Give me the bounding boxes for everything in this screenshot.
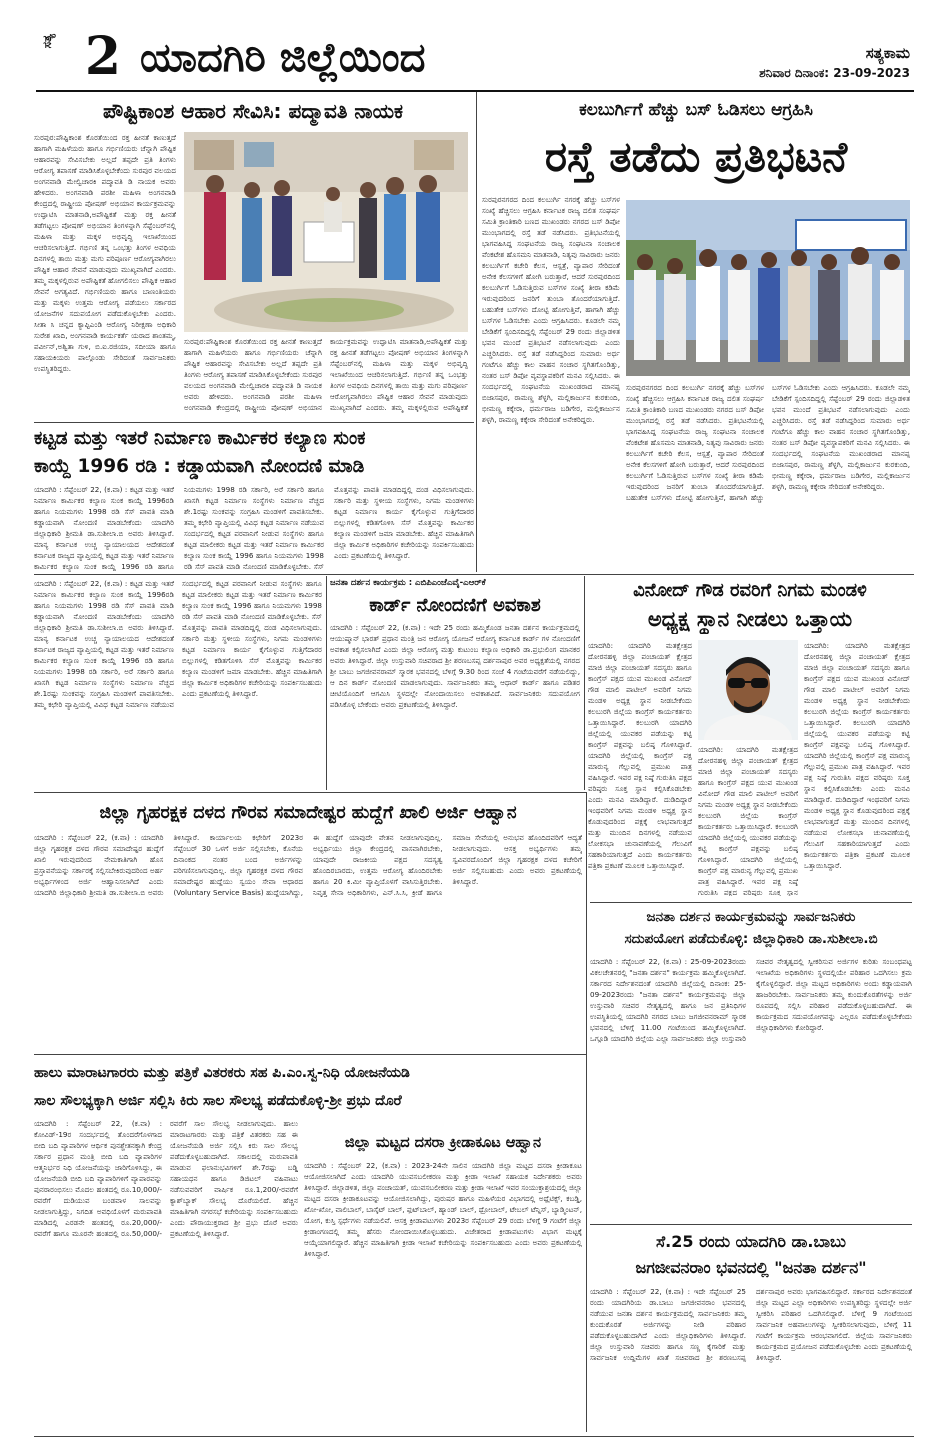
janata-card-kicker: ಜನತಾ ದರ್ಶನ ಕಾರ್ಯಕ್ರಮ : ಎಬಿಪಿಎಂಜೆಎವೈ-ಎಆರ್‌ಕೆ [330, 578, 486, 588]
janata-card-headline: ಕಾರ್ಡ್ ನೋಂದಣಿಗೆ ಅವಕಾಶ [369, 595, 541, 616]
labour-body-cont-text: ಯಾದಗಿರಿ : ಸೆಪ್ಟೆಂಬರ್ 22, (ಕ.ವಾ) : ಕಟ್ಟಡ ಮತ್ತು ಇತರೆ ನಿರ್ಮಾಣ ಕಾರ್ಮಿಕರ ಕಲ್ಯಾಣ ಸುಂಕ ಕಾಯ್ದೆ 1996ರಡಿ ಹಾಗೂ ನಿಯಮಗಳು 1998 ರಡಿ ಸೆಸ್ ಪಾವತಿ ಮಾಡಿ ಕಡ್ಡಾಯವಾಗಿ ನೋಂದಣಿ ಮಾಡಬೇಕೆಂದು ಯಾದಗಿರಿ ಜಿಲ್ಲಾಧಿಕಾರಿ ಶ್ರೀಮತಿ ಡಾ.ಸುಶೀಲಾ.ಬಿ ಅವರು ತಿಳಿಸಿದ್ದಾರೆ. ಮಾನ್ಯ ಕರ್ನಾಟಕ ಉಚ್ಚ ನ್ಯಾಯಾಲಯದ ಆದೇಶದಂತೆ ಕರ್ನಾಟಕ ರಾಜ್ಯದ ವ್ಯಾಪ್ತಿಯಲ್ಲಿ ಕಟ್ಟಡ ಮತ್ತು ಇತರೆ ನಿರ್ಮಾಣ ಕಾರ್ಮಿಕರ ಕಲ್ಯಾಣ ಸುಂಕ ಕಾಯ್ದೆ 1996 ರಡಿ ಹಾಗೂ ನಿಯಮಗಳು 1998 ರಡಿ ಸರ್ಕಾರಿ, ಅರೆ ಸರ್ಕಾರಿ ಹಾಗೂ ಖಾಸಗಿ ಕಟ್ಟಡ ನಿರ್ಮಾಣ ಸಂಸ್ಥೆಗಳು ನಿರ್ಮಾಣ ವೆಚ್ಚದ ಶೇ.1ರಷ್ಟು ಸುಂಕವನ್ನು ಸಂಗ್ರಹಿಸಿ ಮಂಡಳಿಗೆ ಪಾವತಿಸಬೇಕು. ತಮ್ಮ ಕಛೇರಿ ವ್ಯಾಪ್ತಿಯಲ್ಲಿ ವಿವಿಧ ಕಟ್ಟಡ ನಿರ್ಮಾಣ ನಡೆಯುವ ಸಂದರ್ಭದಲ್ಲಿ ಕಟ್ಟಡ ಪರವಾನಿಗೆ ನೀಡುವ ಸಂಸ್ಥೆಗಳು ಹಾಗೂ ಕಟ್ಟಡ ಮಾಲೀಕರು ಕಟ್ಟಡ ಮತ್ತು ಇತರೆ ನಿರ್ಮಾಣ ಕಾರ್ಮಿಕರ ಕಲ್ಯಾಣ ಸುಂಕ ಕಾಯ್ದೆ 1996 ಹಾಗೂ ನಿಯಮಗಳು 1998 ರಡಿ ಸೆಸ್ ಪಾವತಿ ಮಾಡಿ ನೋಂದಣಿ ಮಾಡಿಕೊಳ್ಳಬೇಕು. ಸೆಸ್ ಮೊತ್ತವನ್ನು ಪಾವತಿ ಮಾಡದಿದ್ದಲ್ಲಿ ದಂಡ ವಿಧಿಸಲಾಗುವುದು. ಸರ್ಕಾರಿ ಮತ್ತು ಸ್ಥಳೀಯ ಸಂಸ್ಥೆಗಳು, ನಿಗಮ ಮಂಡಳಿಗಳು ಕಟ್ಟಡ ನಿರ್ಮಾಣ ಕಾರ್ಯ ಕೈಗೊಳ್ಳುವ ಗುತ್ತಿಗೆದಾರರ ಬಿಲ್ಲುಗಳಲ್ಲಿ ಕಡಿತಗೊಳಿಸಿ ಸೆಸ್ ಮೊತ್ತವನ್ನು ಕಾರ್ಮಿಕರ ಕಲ್ಯಾಣ ಮಂಡಳಿಗೆ ಜಮಾ ಮಾಡಬೇಕು. ಹೆಚ್ಚಿನ ಮಾಹಿತಿಗಾಗಿ ಜಿಲ್ಲಾ ಕಾರ್ಮಿಕ ಅಧಿಕಾರಿಗಳ ಕಚೇರಿಯನ್ನು ಸಂಪರ್ಕಿಸಬಹುದು ಎಂದು ಪ್ರಕಟಣೆಯಲ್ಲಿ ತಿಳಿಸಿದ್ದಾರೆ. [34, 579, 322, 709]
nutrition-bottom-rule [34, 422, 474, 423]
side-label: ಸತ್ಯ [40, 34, 54, 49]
protest-photo [626, 200, 910, 376]
janata-use-top-rule [590, 902, 912, 903]
page-bottom-rule [34, 1436, 914, 1437]
vinod-body-cont-2 [698, 744, 798, 896]
nutrition-body-cont [184, 336, 468, 414]
babu-top-rule [590, 1224, 912, 1225]
district-title: ಯಾದಗಿರಿ ಜಿಲ್ಲೆಯಿಂದ [140, 35, 426, 81]
home-guard-article [34, 796, 582, 1050]
vinod-article [588, 576, 912, 900]
home-guard-body: ಯಾದಗಿರಿ : ಸೆಪ್ಟೆಂಬರ್ 22, (ಕ.ವಾ) : ಯಾದಗಿರಿ ಜಿಲ್ಲಾ ಗೃಹರಕ್ಷಕ ದಳದ ಗೌರವ ಸಮಾದೇಷ್ಟರ ಹುದ್ದೆಗೆ ಖಾಲಿ ಇರುವುದರಿಂದ ನೇಮಕಾತಿಗಾಗಿ ಹೊಸ ಪ್ರಸ್ತಾವನೆಯನ್ನು ಸರ್ಕಾರಕ್ಕೆ ಸಲ್ಲಿಸಬೇಕಿರುವುದರಿಂದ ಅರ್ಹ ಅಭ್ಯರ್ಥಿಗಳಿಂದ ಅರ್ಜಿ ಆಹ್ವಾನಿಸಲಾಗಿದೆ ಎಂದು ಯಾದಗಿರಿ ಜಿಲ್ಲಾಧಿಕಾರಿ ಶ್ರೀಮತಿ ಡಾ.ಸುಶೀಲಾ.ಬಿ ಅವರು ತಿಳಿಸಿದ್ದಾರೆ. ಕಾರ್ಯಾಲಯ ಕಛೇರಿಗೆ 2023ರ ಸೆಪ್ಟೆಂಬರ್ 30 ಒಳಗೆ ಅರ್ಜಿ ಸಲ್ಲಿಸಬೇಕು, ಕೊನೆಯ ದಿನಾಂಕದ ನಂತರ ಬಂದ ಅರ್ಜಿಗಳನ್ನು ಪರಿಗಣಿಸಲಾಗುವುದಿಲ್ಲ. ಜಿಲ್ಲಾ ಗೃಹರಕ್ಷಕ ದಳದ ಗೌರವ ಸಮಾದೇಷ್ಟರ ಹುದ್ದೆಯು ಸ್ವಯಂ ಸೇವಾ ಆಧಾರದ (Voluntary Service Basis) ಹುದ್ದೆಯಾಗಿದ್ದು, ಈ ಹುದ್ದೆಗೆ ಯಾವುದೇ ವೇತನ ನೀಡಲಾಗುವುದಿಲ್ಲ. ಅಭ್ಯರ್ಥಿಯು ಜಿಲ್ಲಾ ಕೇಂದ್ರದಲ್ಲಿ ವಾಸವಾಗಿರಬೇಕು, ಯಾವುದೇ ರಾಜಕೀಯ ಪಕ್ಷದ ಸದಸ್ಯತ್ವ ಹೊಂದಿರಬಾರದು, ಉತ್ತಮ ಆರೋಗ್ಯ ಹೊಂದಿರಬೇಕು ಹಾಗೂ 20 ಕಿ.ಮೀ ವ್ಯಾಪ್ತಿಯೊಳಗೆ ವಾಸಿಸುತ್ತಿರಬೇಕು. ನಿವೃತ್ತ ಸೇನಾ ಅಧಿಕಾರಿಗಳು, ಎನ್.ಸಿ.ಸಿ, ಕ್ರೀಡೆ ಹಾಗೂ ಸಮಾಜ ಸೇವೆಯಲ್ಲಿ ಅನುಭವ ಹೊಂದಿದವರಿಗೆ ಆದ್ಯತೆ ನೀಡಲಾಗುವುದು. ಆಸಕ್ತ ಅಭ್ಯರ್ಥಿಗಳು ತಮ್ಮ ಸ್ವವಿವರದೊಂದಿಗೆ ಜಿಲ್ಲಾ ಗೃಹರಕ್ಷಕ ದಳದ ಕಚೇರಿಗೆ ಅರ್ಜಿ ಸಲ್ಲಿಸಬಹುದು ಎಂದು ಅವರು ಪ್ರಕಟಣೆಯಲ್ಲಿ ತಿಳಿಸಿದ್ದಾರೆ. [34, 833, 582, 897]
protest-kicker: ಕಲಬುರ್ಗಿಗೆ ಹೆಚ್ಚು ಬಸ್ ಓಡಿಸಲು ಆಗ್ರಹಿಸಿ [579, 100, 813, 120]
nutrition-photo [184, 132, 468, 332]
janata-use-article [590, 904, 912, 1222]
right-column-rule [586, 792, 587, 1432]
babu-body: ಯಾದಗಿರಿ : ಸೆಪ್ಟೆಂಬರ್ 22, (ಕ.ವಾ) : ಇದೇ ಸೆಪ್ಟೆಂಬರ್ 25 ರಂದು ಯಾದಗಿರಿಯ ಡಾ.ಬಾಬು ಜಗಜೀವನರಾಂ ಭವನದಲ್ಲಿ ನಡೆಯುವ ಜನತಾ ದರ್ಶನ ಕಾರ್ಯಕ್ರಮದಲ್ಲಿ ಸಾರ್ವಜನಿಕರು ತಮ್ಮ ಕುಂದುಕೊರತೆ ಅರ್ಜಿಗಳನ್ನು ನೀಡಿ ಪರಿಹಾರ ಪಡೆದುಕೊಳ್ಳಬಹುದಾಗಿದೆ ಎಂದು ಜಿಲ್ಲಾಧಿಕಾರಿಗಳು ತಿಳಿಸಿದ್ದಾರೆ. ಜಿಲ್ಲಾ ಉಸ್ತುವಾರಿ ಸಚಿವರು ಹಾಗೂ ಸಣ್ಣ ಕೈಗಾರಿಕೆ ಮತ್ತು ಸಾರ್ವಜನಿಕ ಉದ್ದಿಮೆಗಳ ಖಾತೆ ಸಚಿವರಾದ ಶ್ರೀ ಶರಣಬಸಪ್ಪ ದರ್ಶನಾಪುರ ಅವರು ಭಾಗವಹಿಸಲಿದ್ದಾರೆ. ಸರ್ಕಾರದ ನಿರ್ದೇಶನದಂತೆ ಜಿಲ್ಲಾ ಮಟ್ಟದ ಎಲ್ಲಾ ಅಧಿಕಾರಿಗಳು ಉಪಸ್ಥಿತರಿದ್ದು ಸ್ಥಳದಲ್ಲೇ ಅರ್ಜಿ ಸ್ವೀಕರಿಸಿ ಪರಿಹಾರ ಒದಗಿಸಲಿದ್ದಾರೆ. ಬೆಳಿಗ್ಗೆ 9 ಗಂಟೆಯಿಂದ ಸಾರ್ವಜನಿಕ ಅಹವಾಲುಗಳನ್ನು ಸ್ವೀಕರಿಸಲಾಗುವುದು, ಬೆಳಿಗ್ಗೆ 11 ಗಂಟೆಗೆ ಕಾರ್ಯಕ್ರಮ ಆರಂಭವಾಗಲಿದೆ. ಜಿಲ್ಲೆಯ ಸಾರ್ವಜನಿಕರು ಕಾರ್ಯಕ್ರಮದ ಪ್ರಯೋಜನ ಪಡೆದುಕೊಳ್ಳಬೇಕು ಎಂದು ಪ್ರಕಟಣೆಯಲ್ಲಿ ತಿಳಿಸಿದ್ದಾರೆ. [590, 1287, 912, 1362]
top-column-rule [476, 92, 477, 572]
babu-headline-line1: ಸೆ.25 ರಂದು ಯಾದಗಿರಿ ಡಾ.ಬಾಬು [656, 1232, 846, 1251]
janata-card-body: ಯಾದಗಿರಿ : ಸೆಪ್ಟೆಂಬರ್ 22, (ಕ.ವಾ) : ಇದೇ 25 ರಂದು ಹಮ್ಮಿಕೊಂಡ ಜನತಾ ದರ್ಶನ ಕಾರ್ಯಕ್ರಮದಲ್ಲಿ ಆಯುಷ್ಮಾನ್ ಭಾರತ್ ಪ್ರಧಾನ ಮಂತ್ರಿ ಜನ ಆರೋಗ್ಯ ಯೋಜನೆ ಆರೋಗ್ಯ ಕರ್ನಾಟಕ ಕಾರ್ಡ್ ಗಳ ನೋಂದಣಿಗೆ ಅವಕಾಶ ಕಲ್ಪಿಸಲಾಗಿದೆ ಎಂದು ಜಿಲ್ಲಾ ಆರೋಗ್ಯ ಮತ್ತು ಕುಟುಂಬ ಕಲ್ಯಾಣ ಅಧಿಕಾರಿ ಡಾ.ಪ್ರಭುಲಿಂಗ ಮಾನಕರ ಅವರು ತಿಳಿಸಿದ್ದಾರೆ. ಜಿಲ್ಲಾ ಉಸ್ತುವಾರಿ ಸಚಿವರಾದ ಶ್ರೀ ಶರಣಬಸಪ್ಪ ದರ್ಶನಾಪುರ ಅವರ ಅಧ್ಯಕ್ಷತೆಯಲ್ಲಿ ನಗರದ ಶ್ರೀ ಬಾಬು ಜಗಜೀವನರಾಮ್ ಸ್ಮಾರಕ ಭವನದಲ್ಲಿ ಬೆಳಿಗ್ಗೆ 9.30 ರಿಂದ ಸಂಜೆ 4 ಗಂಟೆಯವರೆಗೆ ನಡೆಯಲಿದ್ದು, ಆ ದಿನ ಕಾರ್ಡ್ ನೋಂದಣಿ ಮಾಡಲಾಗುವುದು. ಸಾರ್ವಜನಿಕರು ತಮ್ಮ ಆಧಾರ್ ಕಾರ್ಡ್ ಹಾಗೂ ಪಡಿತರ ಚೀಟಿಯೊಂದಿಗೆ ಆಗಮಿಸಿ ಸ್ಥಳದಲ್ಲೇ ನೋಂದಾಯಿಸಲು ಅವಕಾಶವಿದೆ. ಸಾರ್ವಜನಿಕರು ಸದುಪಯೋಗ ಪಡಿಸಿಕೊಳ್ಳ ಬೇಕೆಂದು ಅವರು ಪ್ರಕಟಣೆಯಲ್ಲಿ ತಿಳಿಸಿದ್ದಾರೆ. [330, 623, 580, 709]
protest-article [480, 92, 912, 574]
babu-jagjivan-article [590, 1226, 912, 1432]
vinod-body: ಯಾದಗಿರಿ: ಯಾದಗಿರಿ ಮತಕ್ಷೇತ್ರದ ದೋರನಹಳ್ಳಿ ಜಿಲ್ಲಾ ಪಂಚಾಯತ್ ಕ್ಷೇತ್ರದ ಮಾಜಿ ಜಿಲ್ಲಾ ಪಂಚಾಯತ್ ಸದಸ್ಯರು ಹಾಗೂ ಕಾಂಗ್ರೆಸ್ ಪಕ್ಷದ ಯುವ ಮುಖಂಡ ವಿನೋದ್ ಗೌಡ ಮಾಲಿ ಪಾಟೀಲ್ ಅವರಿಗೆ ನಿಗಮ ಮಂಡಳಿ ಅಧ್ಯಕ್ಷ ಸ್ಥಾನ ನೀಡಬೇಕೆಂದು ಕಲಬುರಗಿ ಜಿಲ್ಲೆಯ ಕಾಂಗ್ರೆಸ್ ಕಾರ್ಯಕರ್ತರು ಒತ್ತಾಯಿಸಿದ್ದಾರೆ. ಕಲಬುರಗಿ ಯಾದಗಿರಿ ಜಿಲ್ಲೆಯಲ್ಲಿ ಯುವಕರ ಪಡೆಯನ್ನು ಕಟ್ಟಿ ಕಾಂಗ್ರೆಸ್ ಪಕ್ಷವನ್ನು ಬಲಿಷ್ಠ ಗೊಳಿಸಿದ್ದಾರೆ. ಯಾದಗಿರಿ ಜಿಲ್ಲೆಯಲ್ಲಿ ಕಾಂಗ್ರೆಸ್ ಪಕ್ಷ ಮಾರುನ್ಯ ಗೆಲ್ಲುವಲ್ಲಿ ಪ್ರಮುಖ ಪಾತ್ರ ವಹಿಸಿದ್ದಾರೆ. ಇವರ ಪಕ್ಷ ನಿಷ್ಠೆ ಗುರುತಿಸಿ ಪಕ್ಷದ ವರಿಷ್ಠರು ಸೂಕ್ತ ಸ್ಥಾನ ಕಲ್ಪಿಸಿಕೊಡಬೇಕು ಎಂದು ಮನವಿ ಮಾಡಿದ್ದಾರೆ. ದುಡಿದಿದ್ದಾರೆ ಇಂಥವರಿಗೆ ನಿಗಮ ಮಂಡಳಿ ಅಧ್ಯಕ್ಷ ಸ್ಥಾನ ಕೊಡುವುದರಿಂದ ಪಕ್ಷಕ್ಕೆ ಲಾಭವಾಗುತ್ತದೆ ಮತ್ತು ಮುಂದಿನ ದಿನಗಳಲ್ಲಿ ನಡೆಯುವ ಲೋಕಸಭಾ ಚುನಾವಣೆಯಲ್ಲಿ ಗೆಲುವಿಗೆ ಸಹಕಾರಿಯಾಗುತ್ತದೆ ಎಂದು ಕಾರ್ಯಕರ್ತರು ಪತ್ರಿಕಾ ಪ್ರಕಟಣೆ ಮೂಲಕ ಒತ್ತಾಯಿಸಿದ್ದಾರೆ. [588, 641, 692, 870]
labour-continuation [34, 578, 322, 788]
labour-article [34, 424, 474, 572]
vinod-body-cont-2-text: ಯಾದಗಿರಿ: ಯಾದಗಿರಿ ಮತಕ್ಷೇತ್ರದ ದೋರನಹಳ್ಳಿ ಜಿಲ್ಲಾ ಪಂಚಾಯತ್ ಕ್ಷೇತ್ರದ ಮಾಜಿ ಜಿಲ್ಲಾ ಪಂಚಾಯತ್ ಸದಸ್ಯರು ಹಾಗೂ ಕಾಂಗ್ರೆಸ್ ಪಕ್ಷದ ಯುವ ಮುಖಂಡ ವಿನೋದ್ ಗೌಡ ಮಾಲಿ ಪಾಟೀಲ್ ಅವರಿಗೆ ನಿಗಮ ಮಂಡಳಿ ಅಧ್ಯಕ್ಷ ಸ್ಥಾನ ನೀಡಬೇಕೆಂದು ಕಲಬುರಗಿ ಜಿಲ್ಲೆಯ ಕಾಂಗ್ರೆಸ್ ಕಾರ್ಯಕರ್ತರು ಒತ್ತಾಯಿಸಿದ್ದಾರೆ. ಕಲಬುರಗಿ ಯಾದಗಿರಿ ಜಿಲ್ಲೆಯಲ್ಲಿ ಯುವಕರ ಪಡೆಯನ್ನು ಕಟ್ಟಿ ಕಾಂಗ್ರೆಸ್ ಪಕ್ಷವನ್ನು ಬಲಿಷ್ಠ ಗೊಳಿಸಿದ್ದಾರೆ. ಯಾದಗಿರಿ ಜಿಲ್ಲೆಯಲ್ಲಿ ಕಾಂಗ್ರೆಸ್ ಪಕ್ಷ ಮಾರುನ್ಯ ಗೆಲ್ಲುವಲ್ಲಿ ಪ್ರಮುಖ ಪಾತ್ರ ವಹಿಸಿದ್ದಾರೆ. ಇವರ ಪಕ್ಷ ನಿಷ್ಠೆ ಗುರುತಿಸಿ ಪಕ್ಷದ ವರಿಷ್ಠರು ಸೂಕ್ತ ಸ್ಥಾನ [698, 745, 798, 896]
labour-headline-line2: ಕಾಯ್ದೆ 1996 ರಡಿ : ಕಡ್ಡಾಯವಾಗಿ ನೋಂದಣಿ ಮಾಡಿ [34, 456, 365, 477]
vinod-portrait [698, 640, 798, 740]
babu-headline-line2: ಜಗಜೀವನರಾಂ ಭವನದಲ್ಲಿ "ಜನತಾ ದರ್ಶನ" [635, 1258, 867, 1277]
labour-headline-line1: ಕಟ್ಟಡ ಮತ್ತು ಇತರೆ ನಿರ್ಮಾಣ ಕಾರ್ಮಿಕರ ಕಲ್ಯಾಣ ಸುಂಕ [34, 428, 366, 449]
home-guard-headline: ಜಿಲ್ಲಾ ಗೃಹರಕ್ಷಕ ದಳದ ಗೌರವ ಸಮಾದೇಷ್ಟರ ಹುದ್ದೆಗೆ ಖಾಲಿ ಅರ್ಜಿ ಆಹ್ವಾನ [99, 803, 517, 823]
protest-body: ಸುರಪುರನಗರದ ದಿಂದ ಕಲಬುರ್ಗಿ ನಗರಕ್ಕೆ ಹೆಚ್ಚು ಬಸ್‌ಗಳ ಸಂಖ್ಯೆ ಹೆಚ್ಚಿಸಲು ಆಗ್ರಹಿಸಿ ಕರ್ನಾಟಕ ರಾಜ್ಯ ದಲಿತ ಸಂಘರ್ಷ ಸಮಿತಿ ಕ್ರಾಂತಿಕಾರಿ ಬಣದ ಮುಖಂಡರು ನಗರದ ಬಸ್ ಡಿಪೋ ಮುಂಭಾಗದಲ್ಲಿ ರಸ್ತೆ ತಡೆ ನಡೆಸಿದರು. ಪ್ರತಿಭಟನೆಯಲ್ಲಿ ಭಾಗವಹಿಸಿದ್ದ ಸಂಘಟನೆಯ ರಾಜ್ಯ ಸಂಘಟನಾ ಸಂಚಾಲಕ ವೆಂಕಟೇಶ ಹೊಸಮನಿ ಮಾತನಾಡಿ, ನಿತ್ಯವು ಸಾವಿರಾರು ಜನರು ಕಲಬುರ್ಗಿಗೆ ಕಚೇರಿ ಕೆಲಸ, ಆಸ್ಪತ್ರೆ, ವ್ಯಾಪಾರ ಸೇರಿದಂತೆ ಅನೇಕ ಕೆಲಸಗಳಿಗೆ ಹೋಗಿ ಬರುತ್ತಾರೆ, ಆದರೆ ಸುರಪುರದಿಂದ ಕಲಬುರ್ಗಿಗೆ ಓಡಿಸುತ್ತಿರುವ ಬಸ್‌ಗಳ ಸಂಖ್ಯೆ ತೀರಾ ಕಡಿಮೆ ಇರುವುದರಿಂದ ಜನರಿಗೆ ತುಂಬಾ ತೊಂದರೆಯಾಗುತ್ತಿದೆ. ಬಹುತೇಕ ಬಸ್‌ಗಳು ದೋಟ್ಟಿ ಹೋಗುತ್ತಿವೆ, ಹಾಗಾಗಿ ಹೆಚ್ಚು ಬಸ್‌ಗಳ ಓಡಿಸಬೇಕು ಎಂದು ಆಗ್ರಹಿಸಿದರು. ಕೂಡಲೇ ನಮ್ಮ ಬೇಡಿಕೆಗೆ ಸ್ಪಂದಿಸದಿದ್ದಲ್ಲಿ ಸೆಪ್ಟೆಂಬರ್ 29 ರಂದು ಜಿಲ್ಲಾಡಳಿತ ಭವನ ಮುಂದೆ ಪ್ರತಿಭಟನೆ ನಡೆಸಲಾಗುವುದು ಎಂದು ಎಚ್ಚರಿಸಿದರು. ರಸ್ತೆ ತಡೆ ನಡೆಸಿದ್ದರಿಂದ ಸುಮಾರು ಅರ್ಧ ಗಂಟೆಗೂ ಹೆಚ್ಚು ಕಾಲ ವಾಹನ ಸಂಚಾರ ಸ್ಥಗಿತಗೊಂಡಿತ್ತು, ನಂತರ ಬಸ್ ಡಿಪೋ ವ್ಯವಸ್ಥಾಪಕರಿಗೆ ಮನವಿ ಸಲ್ಲಿಸಿದರು. ಈ ಸಂದರ್ಭದಲ್ಲಿ ಸಂಘಟನೆಯ ಮುಖಂಡರಾದ ಮಾನಪ್ಪ ಬಿಜಾಸಪುರ, ರಾಮಣ್ಣ ಶೆಳ್ಳಗಿ, ಮಲ್ಲಿಕಾರ್ಜುನ ಕುರಕುಂದಿ, ಭೀಮಣ್ಣ ಕಕ್ಕೇರಾ, ಧರ್ಮರಾಜ ಬಡಿಗೇರ, ಮಲ್ಲಿಕಾರ್ಜುನ ಶಳ್ಳಗಿ, ರಾಮಣ್ಣ ಕಕ್ಕೇರಾ ಸೇರಿದಂತೆ ಅನೇಕರಿದ್ದರು. [482, 195, 620, 424]
mid-rule-2 [584, 576, 585, 790]
date-line: ಶನಿವಾರ ದಿನಾಂಕ: 23-09-2023 [759, 66, 910, 80]
masthead [0, 0, 945, 90]
milk-headline-line2: ಸಾಲ ಸೌಲಭ್ಯಕ್ಕಾಗಿ ಅರ್ಜಿ ಸಲ್ಲಿಸಿ ಕಿರು ಸಾಲ ಸೌಲಭ್ಯ ಪಡೆದುಕೊಳ್ಳಿ-ಶ್ರೀ ಪ್ರಭು ದೊರೆ [34, 1093, 402, 1109]
nutrition-body-cont-text: ಸುರಪುರ:ಪೌಷ್ಟಿಕಾಂಶ ಕೊರತೆಯಿಂದ ರಕ್ತ ಹೀನತೆ ಕಾಣುತ್ತದೆ ಹಾಗಾಗಿ ಮಹಿಳೆಯರು ಹಾಗೂ ಗರ್ಭಿಣಿಯರು ಚೆನ್ನಾಗಿ ಪೌಷ್ಟಿಕ ಆಹಾರವನ್ನು ಸೇವಿಸಬೇಕು ಅಲ್ಲದೆ ತಪ್ಪದೇ ಪ್ರತಿ ತಿಂಗಳು ಆರೋಗ್ಯ ತಪಾಸಣೆ ಮಾಡಿಸಿಕೊಳ್ಳಬೇಕೆಂದು ಸುರಪುರ ವಲಯದ ಅಂಗನವಾಡಿ ಮೇಲ್ವಿಚಾರಕಿ ಪದ್ಮಾವತಿ ಡಿ ನಾಯಕ ಅವರು ಹೇಳಿದರು. ಅಂಗನವಾಡಿ ಪರಶೀ ಮಹಿಳಾ ಅಂಗನವಾಡಿ ಕೇಂದ್ರದಲ್ಲಿ ರಾಷ್ಟ್ರೀಯ ಪೋಷಣ್ ಅಭಿಯಾನ ಕಾರ್ಯಕ್ರಮವನ್ನು ಉದ್ಘಾಟಿಸಿ ಮಾತನಾಡಿ,ಅಪೌಷ್ಟಿಕತೆ ಮತ್ತು ರಕ್ತ ಹೀನತೆ ತಡೆಗಟ್ಟಲು ಪೋಷಣ್ ಅಭಿಯಾನ ತಿಂಗಳನ್ನಾಗಿ ಸೆಪ್ಟೆಂಬರ್‌ನಲ್ಲಿ ಮಹಿಳಾ ಮತ್ತು ಮಕ್ಕಳ ಅಭಿವೃದ್ಧಿ ಇಲಾಖೆಯಿಂದ ಆಚರಿಸಲಾಗುತ್ತಿದೆ. ಗರ್ಭಿಣಿ ತನ್ನ ಒಂಭತ್ತು ತಿಂಗಳ ಅವಧಿಯ ದಿನಗಳಲ್ಲಿ ತಾಯಿ ಮತ್ತು ಮಗು ಪರಿಪೂರ್ಣ ಆರೋಗ್ಯವಾಗಿರಲು ಪೌಷ್ಟಿಕ ಆಹಾರ ಸೇವನೆ ಮಾಡುವುದು ಮುಖ್ಯವಾಗಿದೆ ಎಂದರು. ತಮ್ಮ ಮಕ್ಕಳಲ್ಲಿರುವ ಅಪೌಷ್ಟಿಕತೆ [184, 337, 468, 412]
nutrition-article [34, 92, 472, 419]
nutrition-body: ಸುರಪುರ:ಪೌಷ್ಟಿಕಾಂಶ ಕೊರತೆಯಿಂದ ರಕ್ತ ಹೀನತೆ ಕಾಣುತ್ತದೆ ಹಾಗಾಗಿ ಮಹಿಳೆಯರು ಹಾಗೂ ಗರ್ಭಿಣಿಯರು ಚೆನ್ನಾಗಿ ಪೌಷ್ಟಿಕ ಆಹಾರವನ್ನು ಸೇವಿಸಬೇಕು ಅಲ್ಲದೆ ತಪ್ಪದೇ ಪ್ರತಿ ತಿಂಗಳು ಆರೋಗ್ಯ ತಪಾಸಣೆ ಮಾಡಿಸಿಕೊಳ್ಳಬೇಕೆಂದು ಸುರಪುರ ವಲಯದ ಅಂಗನವಾಡಿ ಮೇಲ್ವಿಚಾರಕಿ ಪದ್ಮಾವತಿ ಡಿ ನಾಯಕ ಅವರು ಹೇಳಿದರು. ಅಂಗನವಾಡಿ ಪರಶೀ ಮಹಿಳಾ ಅಂಗನವಾಡಿ ಕೇಂದ್ರದಲ್ಲಿ ರಾಷ್ಟ್ರೀಯ ಪೋಷಣ್ ಅಭಿಯಾನ ಕಾರ್ಯಕ್ರಮವನ್ನು ಉದ್ಘಾಟಿಸಿ ಮಾತನಾಡಿ,ಅಪೌಷ್ಟಿಕತೆ ಮತ್ತು ರಕ್ತ ಹೀನತೆ ತಡೆಗಟ್ಟಲು ಪೋಷಣ್ ಅಭಿಯಾನ ತಿಂಗಳನ್ನಾಗಿ ಸೆಪ್ಟೆಂಬರ್‌ನಲ್ಲಿ ಮಹಿಳಾ ಮತ್ತು ಮಕ್ಕಳ ಅಭಿವೃದ್ಧಿ ಇಲಾಖೆಯಿಂದ ಆಚರಿಸಲಾಗುತ್ತಿದೆ. ಗರ್ಭಿಣಿ ತನ್ನ ಒಂಭತ್ತು ತಿಂಗಳ ಅವಧಿಯ ದಿನಗಳಲ್ಲಿ ತಾಯಿ ಮತ್ತು ಮಗು ಪರಿಪೂರ್ಣ ಆರೋಗ್ಯವಾಗಿರಲು ಪೌಷ್ಟಿಕ ಆಹಾರ ಸೇವನೆ ಮಾಡುವುದು ಮುಖ್ಯವಾಗಿದೆ ಎಂದರು. ತಮ್ಮ ಮಕ್ಕಳಲ್ಲಿರುವ ಅಪೌಷ್ಟಿಕತೆ ಹೋಗಲಿಸಲು ಪೌಷ್ಟಿಕ ಆಹಾರ ಸೇವನೆ ಅಗತ್ಯವಿದೆ. ಗರ್ಭಿಣಿಯರು ಹಾಗೂ ಬಾಣಂತಿಯರು ಮತ್ತು ಮಕ್ಕಳು ಉತ್ತಮ ಆರೋಗ್ಯ ಪಡೆಯಲು ಸರ್ಕಾರದ ಯೋಜನೆಗಳ ಸದುಪಯೋಗ ಪಡೆದುಕೊಳ್ಳಬೇಕು ಎಂದರು. ಸೀತಾ ಸಿ ಚನ್ನದ ಕ್ಯಾಪ್ಟಿಎಂಡಿ ಆರೋಗ್ಯ ನಿರೀಕ್ಷಣಾ ಅಧಿಕಾರಿ ಸುರೇಶ ಖಾದಿ, ಅಂಗನವಾಡಿ ಕಾರ್ಯಕರ್ತೆ ಯರಾದ ಶಾಂತಮ್ಮ, ಪರ್ವೀನ್,ಅಶ್ವಿತಾ ಗುಳಿ, ಬಿ.ಐ.ರಜಿಯಾ, ಸದೀಯಾ ಹಾಗೂ ಸಹಾಯಕಿಯರು ಪಾಲ್ಗೊಂಡು ಸೇರಿದಂತೆ ಸಾರ್ವಜನಿಕರು ಉಪಸ್ಥಿತರಿದ್ದರು. [34, 133, 176, 373]
protest-headline: ರಸ್ತೆ ತಡೆದು ಪ್ರತಿಭಟನೆ [544, 132, 848, 181]
labour-body-cont [34, 578, 322, 788]
janata-card-article [330, 576, 580, 790]
vinod-headline-line2: ಅಧ್ಯಕ್ಷ ಸ್ಥಾನ ನೀಡಲು ಒತ್ತಾಯ [647, 607, 853, 631]
vinod-body-cont [804, 640, 910, 896]
vinod-headline-line1: ವಿನೋದ್ ಗೌಡ ರವರಿಗೆ ನಿಗಮ ಮಂಡಳಿ [633, 580, 867, 601]
dasara-headline: ಜಿಲ್ಲಾ ಮಟ್ಟದ ದಸರಾ ಕ್ರೀಡಾಕೂಟ ಆಹ್ವಾನ [344, 1135, 542, 1151]
labour-bottom-rule [34, 574, 914, 575]
protest-body-cont-text: ಸುರಪುರನಗರದ ದಿಂದ ಕಲಬುರ್ಗಿ ನಗರಕ್ಕೆ ಹೆಚ್ಚು ಬಸ್‌ಗಳ ಸಂಖ್ಯೆ ಹೆಚ್ಚಿಸಲು ಆಗ್ರಹಿಸಿ ಕರ್ನಾಟಕ ರಾಜ್ಯ ದಲಿತ ಸಂಘರ್ಷ ಸಮಿತಿ ಕ್ರಾಂತಿಕಾರಿ ಬಣದ ಮುಖಂಡರು ನಗರದ ಬಸ್ ಡಿಪೋ ಮುಂಭಾಗದಲ್ಲಿ ರಸ್ತೆ ತಡೆ ನಡೆಸಿದರು. ಪ್ರತಿಭಟನೆಯಲ್ಲಿ ಭಾಗವಹಿಸಿದ್ದ ಸಂಘಟನೆಯ ರಾಜ್ಯ ಸಂಘಟನಾ ಸಂಚಾಲಕ ವೆಂಕಟೇಶ ಹೊಸಮನಿ ಮಾತನಾಡಿ, ನಿತ್ಯವು ಸಾವಿರಾರು ಜನರು ಕಲಬುರ್ಗಿಗೆ ಕಚೇರಿ ಕೆಲಸ, ಆಸ್ಪತ್ರೆ, ವ್ಯಾಪಾರ ಸೇರಿದಂತೆ ಅನೇಕ ಕೆಲಸಗಳಿಗೆ ಹೋಗಿ ಬರುತ್ತಾರೆ, ಆದರೆ ಸುರಪುರದಿಂದ ಕಲಬುರ್ಗಿಗೆ ಓಡಿಸುತ್ತಿರುವ ಬಸ್‌ಗಳ ಸಂಖ್ಯೆ ತೀರಾ ಕಡಿಮೆ ಇರುವುದರಿಂದ ಜನರಿಗೆ ತುಂಬಾ ತೊಂದರೆಯಾಗುತ್ತಿದೆ. ಬಹುತೇಕ ಬಸ್‌ಗಳು ದೋಟ್ಟಿ ಹೋಗುತ್ತಿವೆ, ಹಾಗಾಗಿ ಹೆಚ್ಚು ಬಸ್‌ಗಳ ಓಡಿಸಬೇಕು ಎಂದು ಆಗ್ರಹಿಸಿದರು. ಕೂಡಲೇ ನಮ್ಮ ಬೇಡಿಕೆಗೆ ಸ್ಪಂದಿಸದಿದ್ದಲ್ಲಿ ಸೆಪ್ಟೆಂಬರ್ 29 ರಂದು ಜಿಲ್ಲಾಡಳಿತ ಭವನ ಮುಂದೆ ಪ್ರತಿಭಟನೆ ನಡೆಸಲಾಗುವುದು ಎಂದು ಎಚ್ಚರಿಸಿದರು. ರಸ್ತೆ ತಡೆ ನಡೆಸಿದ್ದರಿಂದ ಸುಮಾರು ಅರ್ಧ ಗಂಟೆಗೂ ಹೆಚ್ಚು ಕಾಲ ವಾಹನ ಸಂಚಾರ ಸ್ಥಗಿತಗೊಂಡಿತ್ತು, ನಂತರ ಬಸ್ ಡಿಪೋ ವ್ಯವಸ್ಥಾಪಕರಿಗೆ ಮನವಿ ಸಲ್ಲಿಸಿದರು. ಈ ಸಂದರ್ಭದಲ್ಲಿ ಸಂಘಟನೆಯ ಮುಖಂಡರಾದ ಮಾನಪ್ಪ ಬಿಜಾಸಪುರ, ರಾಮಣ್ಣ ಶೆಳ್ಳಗಿ, ಮಲ್ಲಿಕಾರ್ಜುನ ಕುರಕುಂದಿ, ಭೀಮಣ್ಣ ಕಕ್ಕೇರಾ, ಧರ್ಮರಾಜ ಬಡಿಗೇರ, ಮಲ್ಲಿಕಾರ್ಜುನ ಶಳ್ಳಗಿ, ರಾಮಣ್ಣ ಕಕ್ಕೇರಾ ಸೇರಿದಂತೆ ಅನೇಕರಿದ್ದರು. [626, 383, 910, 502]
milk-body: ಯಾದಗಿರಿ : ಸೆಪ್ಟೆಂಬರ್ 22, (ಕ.ವಾ) : ಕೋವಿಡ್-19ರ ಸಂದರ್ಭದಲ್ಲಿ ತೊಂದರೆಗೊಳಗಾದ ಬೀದಿ ಬದಿ ವ್ಯಾಪಾರಿಗಳ ಆರ್ಥಿಕ ಪುನಶ್ಚೇತನಕ್ಕಾಗಿ ಕೇಂದ್ರ ಸರ್ಕಾರ ಪ್ರಧಾನ ಮಂತ್ರಿ ಬೀದಿ ಬದಿ ವ್ಯಾಪಾರಿಗಳ ಆತ್ಮನಿರ್ಭರ ನಿಧಿ ಯೋಜನೆಯನ್ನು ಜಾರಿಗೊಳಿಸಿದ್ದು, ಈ ಯೋಜನೆಯಡಿ ಬೀದಿ ಬದಿ ವ್ಯಾಪಾರಿಗಳಿಗೆ ವ್ಯಾಪಾರವನ್ನು ಪುನರಾರಂಭಿಸಲು ಮೊದಲ ಹಂತದಲ್ಲಿ ರೂ.10,000/-ರವರೆಗೆ ದುಡಿಯುವ ಬಂಡವಾಳ ಸಾಲವನ್ನು ನೀಡಲಾಗುತ್ತಿದ್ದು, ನಿಗದಿತ ಅವಧಿಯೊಳಗೆ ಮರುಪಾವತಿ ಮಾಡಿದಲ್ಲಿ ಎರಡನೇ ಹಂತದಲ್ಲಿ ರೂ.20,000/-ರವರೆಗೆ ಹಾಗೂ ಮೂರನೇ ಹಂತದಲ್ಲಿ ರೂ.50,000/-ರವರೆಗೆ ಸಾಲ ಸೌಲಭ್ಯ ನೀಡಲಾಗುವುದು. ಹಾಲು ಮಾರಾಟಗಾರರು ಮತ್ತು ಪತ್ರಿಕೆ ವಿತರಕರು ಸಹ ಈ ಯೋಜನೆಯಡಿ ಅರ್ಜಿ ಸಲ್ಲಿಸಿ ಕಿರು ಸಾಲ ಸೌಲಭ್ಯ ಪಡೆದುಕೊಳ್ಳಬಹುದಾಗಿದೆ. ಸಕಾಲದಲ್ಲಿ ಮರುಪಾವತಿ ಮಾಡುವ ಫಲಾನುಭವಿಗಳಿಗೆ ಶೇ.7ರಷ್ಟು ಬಡ್ಡಿ ಸಹಾಯಧನ ಹಾಗೂ ಡಿಜಿಟಲ್ ವಹಿವಾಟು ನಡೆಸುವವರಿಗೆ ವಾರ್ಷಿಕ ರೂ.1,200/-ರವರೆಗೆ ಕ್ಯಾಶ್‌ಬ್ಯಾಕ್ ಸೌಲಭ್ಯ ದೊರೆಯಲಿದೆ. ಹೆಚ್ಚಿನ ಮಾಹಿತಿಗಾಗಿ ನಗರಸಭೆ ಕಚೇರಿಯನ್ನು ಸಂಪರ್ಕಿಸಬಹುದು ಎಂದು ಪೌರಾಯುಕ್ತರಾದ ಶ್ರೀ ಪ್ರಭು ದೊರೆ ಅವರು ಪ್ರಕಟಣೆಯಲ್ಲಿ ತಿಳಿಸಿದ್ದಾರೆ. [34, 1119, 298, 1238]
protest-body-cont [626, 382, 910, 572]
dasara-body: ಯಾದಗಿರಿ : ಸೆಪ್ಟೆಂಬರ್ 22, (ಕ.ವಾ) : 2023-24ನೇ ಸಾಲಿನ ಯಾದಗಿರಿ ಜಿಲ್ಲಾ ಮಟ್ಟದ ದಸರಾ ಕ್ರೀಡಾಕೂಟ ಆಯೋಜಿಸಲಾಗಿದೆ ಎಂದು ಯಾದಗಿರಿ ಯುವಸಬಲೀಕರಣ ಮತ್ತು ಕ್ರೀಡಾ ಇಲಾಖೆ ಸಹಾಯಕ ನಿರ್ದೇಶಕರು ಅವರು ತಿಳಿಸಿದ್ದಾರೆ. ಜಿಲ್ಲಾಡಳಿತ, ಜಿಲ್ಲಾ ಪಂಚಾಯತ್, ಯುವಸಬಲೀಕರಣ ಮತ್ತು ಕ್ರೀಡಾ ಇಲಾಖೆ ಇವರ ಸಂಯುಕ್ತಾಶ್ರಯದಲ್ಲಿ ಜಿಲ್ಲಾ ಮಟ್ಟದ ದಸರಾ ಕ್ರೀಡಾಕೂಟವನ್ನು ಆಯೋಜಿಸಲಾಗಿದ್ದು, ಪುರುಷರ ಹಾಗೂ ಮಹಿಳೆಯರ ವಿಭಾಗದಲ್ಲಿ ಅಥ್ಲೆಟಿಕ್ಸ್, ಕಬಡ್ಡಿ, ಖೋ-ಖೋ, ವಾಲಿಬಾಲ್, ಬಾಸ್ಕೆಟ್ ಬಾಲ್, ಫುಟ್‌ಬಾಲ್, ಹ್ಯಾಂಡ್ ಬಾಲ್, ಥ್ರೋಬಾಲ್, ಟೇಬಲ್ ಟೆನ್ನಿಸ್, ಬ್ಯಾಡ್ಮಿಂಟನ್, ಯೋಗ, ಕುಸ್ತಿ ಸ್ಪರ್ಧೆಗಳು ನಡೆಯಲಿವೆ. ಆಸಕ್ತ ಕ್ರೀಡಾಪಟುಗಳು 2023ರ ಸೆಪ್ಟೆಂಬರ್ 29 ರಂದು ಬೆಳಿಗ್ಗೆ 9 ಗಂಟೆಗೆ ಜಿಲ್ಲಾ ಕ್ರೀಡಾಂಗಣದಲ್ಲಿ ತಮ್ಮ ಹೆಸರು ನೋಂದಾಯಿಸಿಕೊಳ್ಳಬಹುದು. ವಿಜೇತರಾದ ಕ್ರೀಡಾಪಟುಗಳು ವಿಭಾಗ ಮಟ್ಟಕ್ಕೆ ಆಯ್ಕೆಯಾಗಲಿದ್ದಾರೆ. ಹೆಚ್ಚಿನ ಮಾಹಿತಿಗಾಗಿ ಕ್ರೀಡಾ ಇಲಾಖೆ ಕಚೇರಿಯನ್ನು ಸಂಪರ್ಕಿಸಬಹುದು ಎಂದು ಅವರು ಪ್ರಕಟಣೆಯಲ್ಲಿ ತಿಳಿಸಿದ್ದಾರೆ. [304, 1161, 582, 1258]
nutrition-headline: ಪೌಷ್ಟಿಕಾಂಶ ಆಹಾರ ಸೇವಿಸಿ: ಪದ್ಮಾವತಿ ನಾಯಕ [103, 99, 403, 123]
janata-use-headline-line2: ಸದುಪಯೋಗ ಪಡೆದುಕೊಳ್ಳಿ: ಜಿಲ್ಲಾಧಿಕಾರಿ ಡಾ.ಸುಶೀಲಾ.ಬಿ [624, 931, 878, 947]
milk-top-rule [34, 1054, 586, 1055]
home-guard-top-rule [34, 792, 586, 793]
janata-use-headline-line1: ಜನತಾ ದರ್ಶನ ಕಾರ್ಯಕ್ರಮವನ್ನು ಸಾರ್ವಜನಿಕರು [646, 909, 856, 925]
milk-headline-line1: ಹಾಲು ಮಾರಾಟಗಾರರು ಮತ್ತು ಪತ್ರಿಕೆ ವಿತರಕರು ಸಹ ಪಿ.ಎಂ.ಸ್ವ-ನಿಧಿ ಯೋಜನೆಯಡಿ [34, 1065, 410, 1081]
vinod-body-cont-text: ಯಾದಗಿರಿ: ಯಾದಗಿರಿ ಮತಕ್ಷೇತ್ರದ ದೋರನಹಳ್ಳಿ ಜಿಲ್ಲಾ ಪಂಚಾಯತ್ ಕ್ಷೇತ್ರದ ಮಾಜಿ ಜಿಲ್ಲಾ ಪಂಚಾಯತ್ ಸದಸ್ಯರು ಹಾಗೂ ಕಾಂಗ್ರೆಸ್ ಪಕ್ಷದ ಯುವ ಮುಖಂಡ ವಿನೋದ್ ಗೌಡ ಮಾಲಿ ಪಾಟೀಲ್ ಅವರಿಗೆ ನಿಗಮ ಮಂಡಳಿ ಅಧ್ಯಕ್ಷ ಸ್ಥಾನ ನೀಡಬೇಕೆಂದು ಕಲಬುರಗಿ ಜಿಲ್ಲೆಯ ಕಾಂಗ್ರೆಸ್ ಕಾರ್ಯಕರ್ತರು ಒತ್ತಾಯಿಸಿದ್ದಾರೆ. ಕಲಬುರಗಿ ಯಾದಗಿರಿ ಜಿಲ್ಲೆಯಲ್ಲಿ ಯುವಕರ ಪಡೆಯನ್ನು ಕಟ್ಟಿ ಕಾಂಗ್ರೆಸ್ ಪಕ್ಷವನ್ನು ಬಲಿಷ್ಠ ಗೊಳಿಸಿದ್ದಾರೆ. ಯಾದಗಿರಿ ಜಿಲ್ಲೆಯಲ್ಲಿ ಕಾಂಗ್ರೆಸ್ ಪಕ್ಷ ಮಾರುನ್ಯ ಗೆಲ್ಲುವಲ್ಲಿ ಪ್ರಮುಖ ಪಾತ್ರ ವಹಿಸಿದ್ದಾರೆ. ಇವರ ಪಕ್ಷ ನಿಷ್ಠೆ ಗುರುತಿಸಿ ಪಕ್ಷದ ವರಿಷ್ಠರು ಸೂಕ್ತ ಸ್ಥಾನ ಕಲ್ಪಿಸಿಕೊಡಬೇಕು ಎಂದು ಮನವಿ ಮಾಡಿದ್ದಾರೆ. ದುಡಿದಿದ್ದಾರೆ ಇಂಥವರಿಗೆ ನಿಗಮ ಮಂಡಳಿ ಅಧ್ಯಕ್ಷ ಸ್ಥಾನ ಕೊಡುವುದರಿಂದ ಪಕ್ಷಕ್ಕೆ ಲಾಭವಾಗುತ್ತದೆ ಮತ್ತು ಮುಂದಿನ ದಿನಗಳಲ್ಲಿ ನಡೆಯುವ ಲೋಕಸಭಾ ಚುನಾವಣೆಯಲ್ಲಿ ಗೆಲುವಿಗೆ ಸಹಕಾರಿಯಾಗುತ್ತದೆ ಎಂದು ಕಾರ್ಯಕರ್ತರು ಪತ್ರಿಕಾ ಪ್ರಕಟಣೆ ಮೂಲಕ ಒತ್ತಾಯಿಸಿದ್ದಾರೆ. [804, 641, 910, 870]
labour-body: ಯಾದಗಿರಿ : ಸೆಪ್ಟೆಂಬರ್ 22, (ಕ.ವಾ) : ಕಟ್ಟಡ ಮತ್ತು ಇತರೆ ನಿರ್ಮಾಣ ಕಾರ್ಮಿಕರ ಕಲ್ಯಾಣ ಸುಂಕ ಕಾಯ್ದೆ 1996ರಡಿ ಹಾಗೂ ನಿಯಮಗಳು 1998 ರಡಿ ಸೆಸ್ ಪಾವತಿ ಮಾಡಿ ಕಡ್ಡಾಯವಾಗಿ ನೋಂದಣಿ ಮಾಡಬೇಕೆಂದು ಯಾದಗಿರಿ ಜಿಲ್ಲಾಧಿಕಾರಿ ಶ್ರೀಮತಿ ಡಾ.ಸುಶೀಲಾ.ಬಿ ಅವರು ತಿಳಿಸಿದ್ದಾರೆ. ಮಾನ್ಯ ಕರ್ನಾಟಕ ಉಚ್ಚ ನ್ಯಾಯಾಲಯದ ಆದೇಶದಂತೆ ಕರ್ನಾಟಕ ರಾಜ್ಯದ ವ್ಯಾಪ್ತಿಯಲ್ಲಿ ಕಟ್ಟಡ ಮತ್ತು ಇತರೆ ನಿರ್ಮಾಣ ಕಾರ್ಮಿಕರ ಕಲ್ಯಾಣ ಸುಂಕ ಕಾಯ್ದೆ 1996 ರಡಿ ಹಾಗೂ ನಿಯಮಗಳು 1998 ರಡಿ ಸರ್ಕಾರಿ, ಅರೆ ಸರ್ಕಾರಿ ಹಾಗೂ ಖಾಸಗಿ ಕಟ್ಟಡ ನಿರ್ಮಾಣ ಸಂಸ್ಥೆಗಳು ನಿರ್ಮಾಣ ವೆಚ್ಚದ ಶೇ.1ರಷ್ಟು ಸುಂಕವನ್ನು ಸಂಗ್ರಹಿಸಿ ಮಂಡಳಿಗೆ ಪಾವತಿಸಬೇಕು. ತಮ್ಮ ಕಛೇರಿ ವ್ಯಾಪ್ತಿಯಲ್ಲಿ ವಿವಿಧ ಕಟ್ಟಡ ನಿರ್ಮಾಣ ನಡೆಯುವ ಸಂದರ್ಭದಲ್ಲಿ ಕಟ್ಟಡ ಪರವಾನಿಗೆ ನೀಡುವ ಸಂಸ್ಥೆಗಳು ಹಾಗೂ ಕಟ್ಟಡ ಮಾಲೀಕರು ಕಟ್ಟಡ ಮತ್ತು ಇತರೆ ನಿರ್ಮಾಣ ಕಾರ್ಮಿಕರ ಕಲ್ಯಾಣ ಸುಂಕ ಕಾಯ್ದೆ 1996 ಹಾಗೂ ನಿಯಮಗಳು 1998 ರಡಿ ಸೆಸ್ ಪಾವತಿ ಮಾಡಿ ನೋಂದಣಿ ಮಾಡಿಕೊಳ್ಳಬೇಕು. ಸೆಸ್ ಮೊತ್ತವನ್ನು ಪಾವತಿ ಮಾಡದಿದ್ದಲ್ಲಿ ದಂಡ ವಿಧಿಸಲಾಗುವುದು. ಸರ್ಕಾರಿ ಮತ್ತು ಸ್ಥಳೀಯ ಸಂಸ್ಥೆಗಳು, ನಿಗಮ ಮಂಡಳಿಗಳು ಕಟ್ಟಡ ನಿರ್ಮಾಣ ಕಾರ್ಯ ಕೈಗೊಳ್ಳುವ ಗುತ್ತಿಗೆದಾರರ ಬಿಲ್ಲುಗಳಲ್ಲಿ ಕಡಿತಗೊಳಿಸಿ ಸೆಸ್ ಮೊತ್ತವನ್ನು ಕಾರ್ಮಿಕರ ಕಲ್ಯಾಣ ಮಂಡಳಿಗೆ ಜಮಾ ಮಾಡಬೇಕು. ಹೆಚ್ಚಿನ ಮಾಹಿತಿಗಾಗಿ ಜಿಲ್ಲಾ ಕಾರ್ಮಿಕ ಅಧಿಕಾರಿಗಳ ಕಚೇರಿಯನ್ನು ಸಂಪರ್ಕಿಸಬಹುದು ಎಂದು ಪ್ರಕಟಣೆಯಲ್ಲಿ ತಿಳಿಸಿದ್ದಾರೆ. [34, 485, 474, 571]
paper-name: ಸತ್ಯಕಾಮ [865, 44, 910, 62]
janata-use-body: ಯಾದಗಿರಿ : ಸೆಪ್ಟೆಂಬರ್ 22, (ಕ.ವಾ) : 25-09-2023ರಂದು ವಿಕಲಚೇತನರಲ್ಲಿ "ಜನತಾ ದರ್ಶನ" ಕಾರ್ಯಕ್ರಮ ಹಮ್ಮಿಕೊಳ್ಳಲಾಗಿದೆ. ಸರ್ಕಾರದ ನಿರ್ದೇಶನದಂತೆ ಯಾದಗಿರಿ ಜಿಲ್ಲೆಯಲ್ಲಿ ದಿನಾಂಕ: 25-09-2023ರಂದು "ಜನತಾ ದರ್ಶನ" ಕಾರ್ಯಕ್ರಮವನ್ನು ಜಿಲ್ಲಾ ಉಸ್ತುವಾರಿ ಸಚಿವರ ನೇತೃತ್ವದಲ್ಲಿ ಹಾಗೂ ಜನ ಪ್ರತಿನಿಧಿಗಳ ಉಪಸ್ಥಿತಿಯಲ್ಲಿ ಯಾದಗಿರಿ ನಗರದ ಬಾಬು ಜಗಜೀವನರಾಮ್ ಸ್ಮಾರಕ ಭವನದಲ್ಲಿ ಬೆಳಿಗ್ಗೆ 11.00 ಗಂಟೆಯಿಂದ ಹಮ್ಮಿಕೊಳ್ಳಲಾಗಿದೆ. ಒಗ್ಗೂಡಿ ಯಾದಗಿರಿ ಜಿಲ್ಲೆಯ ಎಲ್ಲಾ ಸಾರ್ವಜನಿಕರು ಜಿಲ್ಲಾ ಉಸ್ತುವಾರಿ ಸಚಿವರ ನೇತೃತ್ವದಲ್ಲಿ ಸ್ವೀಕರಿಸುವ ಅರ್ಜಿಗಳ ಕುರಿತು ಸಂಬಂಧಪಟ್ಟ ಇಲಾಖೆಯ ಅಧಿಕಾರಿಗಳು ಸ್ಥಳದಲ್ಲಿಯೇ ಪರಿಹಾರ ಒದಗಿಸಲು ಕ್ರಮ ಕೈಗೊಳ್ಳಲಿದ್ದಾರೆ. ಜಿಲ್ಲಾ ಮಟ್ಟದ ಅಧಿಕಾರಿಗಳು ಅಂದು ಕಡ್ಡಾಯವಾಗಿ ಹಾಜರಿರಬೇಕು. ಸಾರ್ವಜನಿಕರು ತಮ್ಮ ಕುಂದುಕೊರತೆಗಳನ್ನು ಅರ್ಜಿ ರೂಪದಲ್ಲಿ ಸಲ್ಲಿಸಿ ಪರಿಹಾರ ಪಡೆದುಕೊಳ್ಳಬಹುದಾಗಿದೆ. ಈ ಕಾರ್ಯಕ್ರಮದ ಸದುಪಯೋಗವನ್ನು ಎಲ್ಲರೂ ಪಡೆದುಕೊಳ್ಳಬೇಕೆಂದು ಜಿಲ್ಲಾಧಿಕಾರಿಗಳು ಕೋರಿದ್ದಾರೆ. [590, 957, 912, 1043]
page-number: 2 [84, 26, 122, 87]
mid-rule-1 [326, 576, 327, 790]
dasara-article [304, 1130, 582, 1434]
